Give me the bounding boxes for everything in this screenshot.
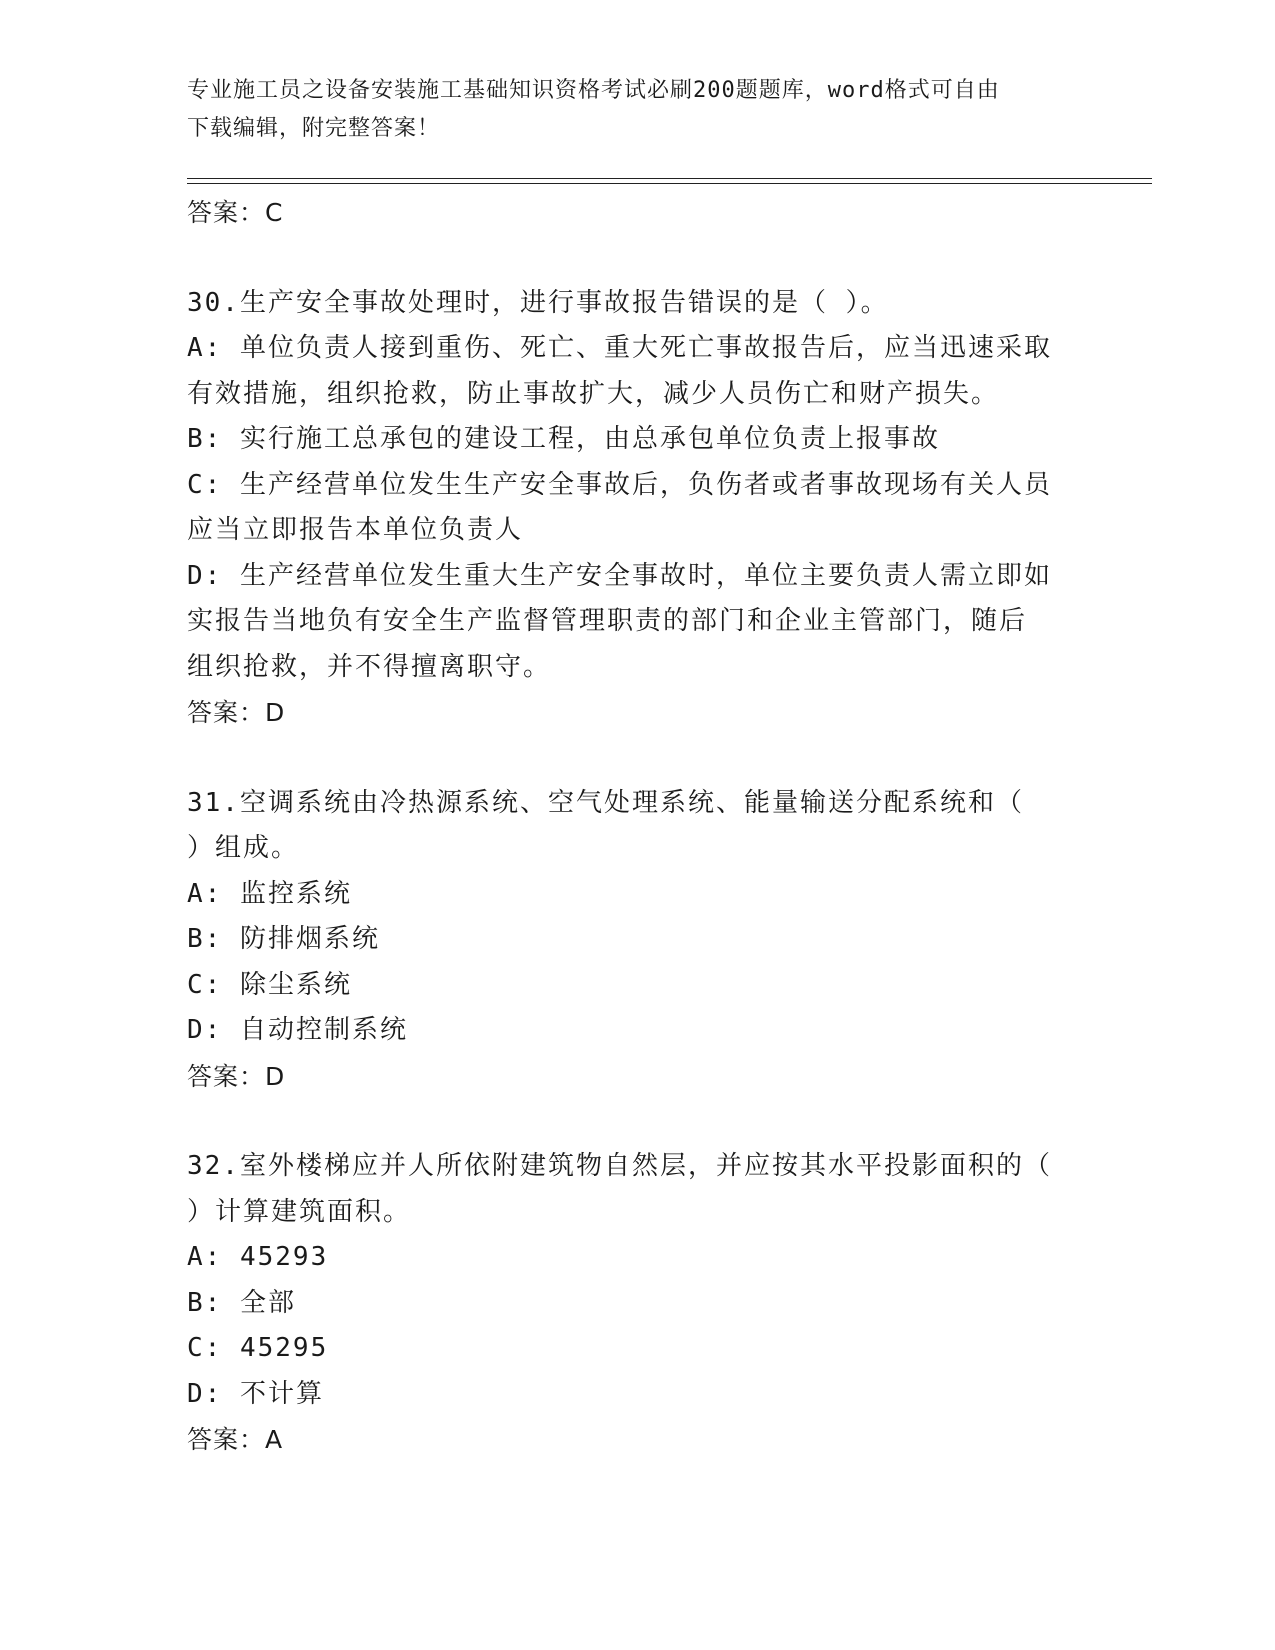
option-a-continued: 有效措施，组织抢救，防止事故扩大，减少人员伤亡和财产损失。: [187, 378, 1000, 409]
question-block: [187, 281, 1067, 736]
option-a: A: 45293: [187, 1242, 329, 1272]
spacer: [187, 736, 1067, 781]
option-c-continued: 应当立即报告本单位负责人: [187, 515, 524, 545]
answer-line: 答案：D: [187, 698, 286, 727]
option-d: D: 不计算: [187, 1378, 324, 1409]
spacer: [187, 236, 1067, 281]
answer-line: 答案：A: [187, 1425, 284, 1454]
answer-line: 答案：D: [187, 1061, 286, 1091]
option-c: C: 生产经营单位发生生产安全事故后，负伤者或者事故现场有关人员: [187, 469, 1052, 500]
option-b: B: 防排烟系统: [187, 924, 380, 954]
option-d: D: 自动控制系统: [187, 1015, 408, 1045]
header-text-line-1: 专业施工员之设备安装施工基础知识资格考试必刷200题题库，word格式可自由: [187, 78, 1000, 103]
header-text-line-2: 下载编辑，附完整答案！: [187, 116, 441, 141]
header-divider: [187, 178, 1152, 179]
document-body: [187, 190, 1067, 1463]
option-d: D: 生产经营单位发生重大生产安全事故时，单位主要负责人需立即如: [187, 560, 1052, 591]
option-b: B: 实行施工总承包的建设工程，由总承包单位负责上报事故: [187, 424, 940, 454]
page-header: [187, 72, 1067, 148]
option-a: A: 监控系统: [187, 878, 352, 909]
option-c: C: 45295: [187, 1333, 329, 1363]
spacer: [187, 1099, 1067, 1144]
option-d-continued: 实报告当地负有安全生产监督管理职责的部门和企业主管部门，随后: [187, 606, 1028, 636]
question-stem-continued: ）计算建筑面积。: [187, 1196, 412, 1227]
question-block: [187, 781, 1067, 1100]
option-a: A: 单位负责人接到重伤、死亡、重大死亡事故报告后，应当迅速采取: [187, 333, 1052, 363]
previous-answer: 答案：C: [187, 198, 284, 227]
question-stem-continued: ）组成。: [187, 833, 300, 863]
question-stem: 31.空调系统由冷热源系统、空气处理系统、能量输送分配系统和（: [187, 787, 1024, 818]
option-c: C: 除尘系统: [187, 969, 352, 1000]
option-d-continued: 组织抢救，并不得擅离职守。: [187, 651, 552, 682]
header-divider-double: [187, 183, 1152, 184]
question-stem: 30.生产安全事故处理时，进行事故报告错误的是（ ）。: [187, 287, 889, 318]
question-stem: 32.室外楼梯应并人所依附建筑物自然层，并应按其水平投影面积的（: [187, 1151, 1052, 1181]
option-b: B: 全部: [187, 1287, 296, 1318]
question-block: [187, 1144, 1067, 1463]
